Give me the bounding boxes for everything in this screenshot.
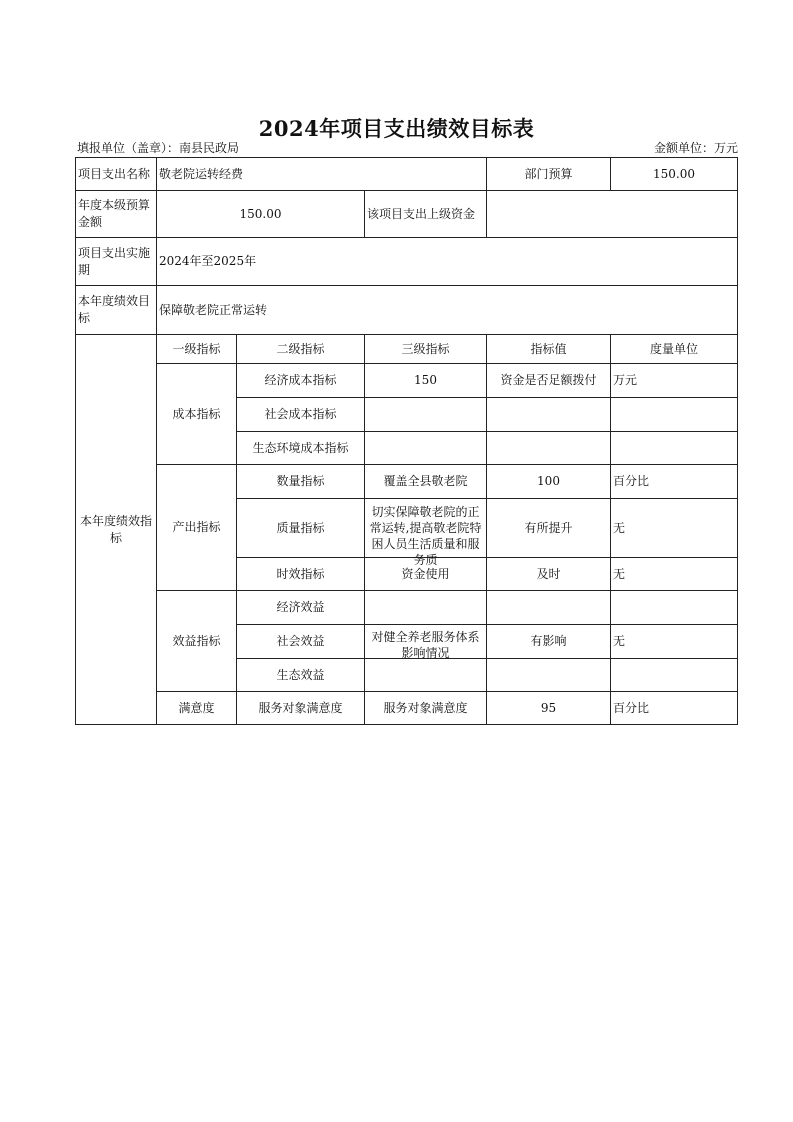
value-cell [487,591,611,625]
project-name-label: 项目支出名称 [76,158,157,191]
level3-cell [365,591,487,625]
unit-cell: 万元 [611,364,738,398]
header-value: 指标值 [487,335,611,364]
annual-budget-value: 150.00 [157,191,365,238]
dept-budget-value: 150.00 [611,158,738,191]
value-cell [487,432,611,465]
value-cell: 95 [487,692,611,725]
level2-cell: 经济效益 [237,591,365,625]
table-row [76,364,738,398]
unit-cell [611,432,738,465]
level2-cell: 经济成本指标 [237,364,365,398]
value-cell [487,659,611,692]
unit-cell [611,591,738,625]
annual-goal-value: 保障敬老院正常运转 [157,286,738,335]
level3-cell [365,398,487,432]
value-cell: 有影响 [487,625,611,659]
level3-cell: 150 [365,364,487,398]
header-level2: 二级指标 [237,335,365,364]
value-cell: 有所提升 [487,499,611,558]
level3-cell [365,625,487,659]
page-title: 2024年项目支出绩效目标表 [258,116,535,141]
indicator-section-label: 本年度绩效指标 [76,335,157,725]
value-cell: 资金是否足额拨付 [487,364,611,398]
project-name-row [76,158,738,191]
unit-cell: 百分比 [611,692,738,725]
annual-goal-label: 本年度绩效目标 [76,286,157,335]
value-cell [487,398,611,432]
amount-unit-label: 金额单位：万元 [653,141,738,155]
unit-cell: 无 [611,625,738,659]
level2-cell: 时效指标 [237,558,365,591]
performance-goal-table [75,157,738,725]
project-name-value: 敬老院运转经费 [157,158,487,191]
level3-text: 对健全养老服务体系影响情况 [371,629,480,660]
unit-cell: 无 [611,558,738,591]
group-benefit-label: 效益指标 [157,591,237,692]
level2-cell: 质量指标 [237,499,365,558]
unit-cell: 无 [611,499,738,558]
header-level1: 一级指标 [157,335,237,364]
header-unit: 度量单位 [611,335,738,364]
table-row [76,591,738,625]
level3-cell [365,432,487,465]
level2-cell: 社会效益 [237,625,365,659]
annual-budget-row [76,191,738,238]
level3-cell: 覆盖全县敬老院 [365,465,487,499]
table-row [76,465,738,499]
unit-cell [611,659,738,692]
indicator-header-row [76,335,738,364]
group-cost-label: 成本指标 [157,364,237,465]
level2-cell: 社会成本指标 [237,398,365,432]
superior-funds-value [487,191,738,238]
table-row [76,692,738,725]
value-cell: 100 [487,465,611,499]
group-output-label: 产出指标 [157,465,237,591]
level3-cell: 资金使用 [365,558,487,591]
unit-cell [611,398,738,432]
dept-budget-label: 部门预算 [487,158,611,191]
value-cell: 及时 [487,558,611,591]
header-level3: 三级指标 [365,335,487,364]
level2-cell: 服务对象满意度 [237,692,365,725]
level2-cell: 数量指标 [237,465,365,499]
unit-cell: 百分比 [611,465,738,499]
period-value: 2024年至2025年 [157,238,738,286]
annual-goal-row [76,286,738,335]
period-row [76,238,738,286]
level3-cell [365,659,487,692]
period-label: 项目支出实施期 [76,238,157,286]
level3-cell [365,499,487,567]
group-satisfaction-label: 满意度 [157,692,237,725]
annual-budget-label: 年度本级预算金额 [76,191,157,238]
level3-cell: 服务对象满意度 [365,692,487,725]
level2-cell: 生态环境成本指标 [237,432,365,465]
level2-cell: 生态效益 [237,659,365,692]
fill-unit-label: 填报单位（盖章）：南县民政局 [77,141,240,155]
superior-funds-label: 该项目支出上级资金 [365,191,487,238]
level3-text: 切实保障敬老院的正常运转,提高敬老院特困人员生活质量和服务质 [369,505,482,567]
